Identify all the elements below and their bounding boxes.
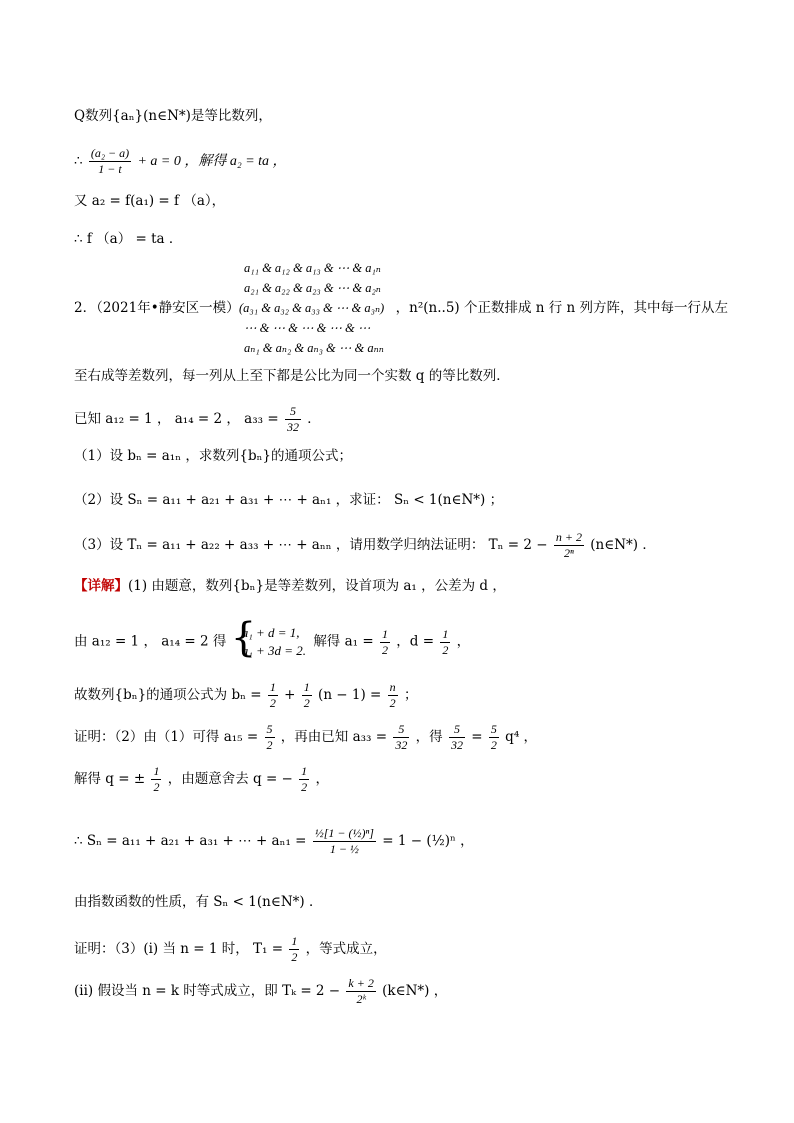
matrix-row: ⋯ & ⋯ & ⋯ & ⋯ & ⋯ [244, 321, 371, 335]
question-2: （2）设 Sₙ = a₁₁ + a₂₁ + a₃₁ + ⋯ + aₙ₁ ，求证： Sₙ < 1(n∈N*) ； [74, 492, 504, 508]
question-1: （1）设 bₙ = a₁ₙ ，求数列{bₙ}的通项公式； [74, 448, 353, 464]
detail-tag: 【详解】 [74, 578, 128, 594]
solution-line-bn: 故数列{bₙ}的通项公式为 bₙ = $\frac{1}{2}$ + $\frac{1}{2}$ (n − 1) = $\frac{n}{2}$ ； [74, 680, 418, 710]
text-line-problem-statement: 至右成等差数列，每一列从上至下都是公比为同一个实数 q 的等比数列． [74, 368, 510, 384]
fraction: $\frac{5}{32}$ [450, 722, 463, 752]
fraction: $\frac{1}{2}$ [381, 626, 388, 657]
fraction: $\frac{1}{2}$ [442, 626, 449, 657]
fraction: $\frac{1}{2}$ [291, 934, 298, 964]
solution-line-proof-2: 证明：（2）由（1）可得 a₁₅ = $\frac{5}{2}$ ，再由已知 a₃₃ = $\frac{5}{32}$ ，得 $\frac{5}{32}$ = $\frac{5}{2}$ q⁴ ， [74, 722, 538, 752]
solution-line-system: 由 a₁₂ = 1 ， a₁₄ = 2 得 { a₁ + d = 1, a₁ + 3d = 2. 解得 a₁ = $\frac{1}{2}$ ，d = $\frac{1}{2}$ ， [74, 624, 734, 660]
solution-line-induction-base: 证明：（3）(i) 当 n = 1 时， T₁ = $\frac{1}{2}$ ，等式成立， [74, 934, 387, 964]
equation-system: { a₁ + d = 1, a₁ + 3d = 2. [234, 624, 306, 660]
detail-line: 【详解】(1) 由题意，数列{bₙ}是等差数列，设首项为 a₁ ，公差为 d ， [74, 578, 506, 594]
text-line-a2-f: 又 a₂ = f(a₁) = f （a）， [74, 193, 226, 209]
text-line-given: 已知 a₁₂ = 1 ， a₁₄ = 2 ， a₃₃ = $\frac{5}{32}$ ． [74, 404, 321, 434]
fraction: $\frac{1}{2}$ [301, 764, 308, 794]
fraction: $\frac{5}{32}$ [286, 404, 299, 434]
fraction: $\frac{5}{2}$ [266, 722, 273, 752]
fraction: $\frac{1}{2}$ [153, 764, 160, 794]
question-3: （3）设 Tₙ = a₁₁ + a₂₂ + a₃₃ + ⋯ + aₙₙ ，请用数学归纳法证明： Tₙ = 2 − $\frac{n + 2}{\text{2ⁿ}}$ (n∈N*) ． [74, 530, 656, 560]
fraction: $\frac{n}{2}$ [389, 680, 396, 710]
solution-line-induction-step: (ii) 假设当 n = k 时等式成立，即 Tₖ = 2 − $\frac{k + 2}{\text{2ᵏ}}$ (k∈N*) ， [74, 976, 448, 1006]
fraction: $\frac{5}{32}$ [395, 722, 408, 752]
matrix-row: a₁₁ & a₁₂ & a₁₃ & ⋯ & a₁ₙ [244, 261, 381, 275]
text-line-sequence-geometric: Q数列{aₙ}(n∈N*)是等比数列， [74, 108, 272, 124]
problem-2-header: 2．（2021年•静安区一模） ，n²(n..5) 个正数排成 n 行 n 列方阵，其中每一行从左 [74, 300, 729, 316]
fraction: $\frac{n + 2}{\text{2ⁿ}}$ [555, 530, 582, 560]
solution-line-q: 解得 q = ± $\frac{1}{2}$ ，由题意舍去 q = − $\frac{1}{2}$ ， [74, 764, 329, 794]
matrix-row: a₂₁ & a₂₂ & a₂₃ & ⋯ & a₂ₙ [244, 281, 381, 295]
fraction: $\frac{1}{2}$ [269, 680, 276, 710]
matrix-row: (a₃₁ & a₃₂ & a₃₃ & ⋯ & a₃ₙ) [239, 301, 385, 315]
text-line-solve-a2: ∴ $\frac{\text{(a₂ − a)}}{1 - t}$ + a = 0 ，解得 a₂ = ta ， [74, 146, 287, 176]
fraction: $\frac{k + 2}{\text{2ᵏ}}$ [348, 976, 374, 1006]
fraction: $\frac{\text{(a₂ − a)}}{1 - t}$ [90, 146, 130, 176]
fraction: $\frac{1}{2}$ [303, 680, 310, 710]
text-line-fa-ta: ∴ f （a） = ta ． [74, 231, 183, 247]
solution-line-exp: 由指数函数的性质，有 Sₙ < 1(n∈N*) ． [74, 894, 323, 910]
fraction: $\frac{5}{2}$ [490, 722, 497, 752]
fraction: $\frac{\text{½[1 − (½)ⁿ]}}{\text{1 − ½}}$ [314, 826, 374, 856]
solution-line-sn: ∴ Sₙ = a₁₁ + a₂₁ + a₃₁ + ⋯ + aₙ₁ = $\frac{\text{½[1 − (½)ⁿ]}}{\text{1 − ½}}$ = 1 − (½)ⁿ ， [74, 826, 474, 856]
matrix-row: aₙ₁ & aₙ₂ & aₙ₃ & ⋯ & aₙₙ [244, 341, 384, 355]
